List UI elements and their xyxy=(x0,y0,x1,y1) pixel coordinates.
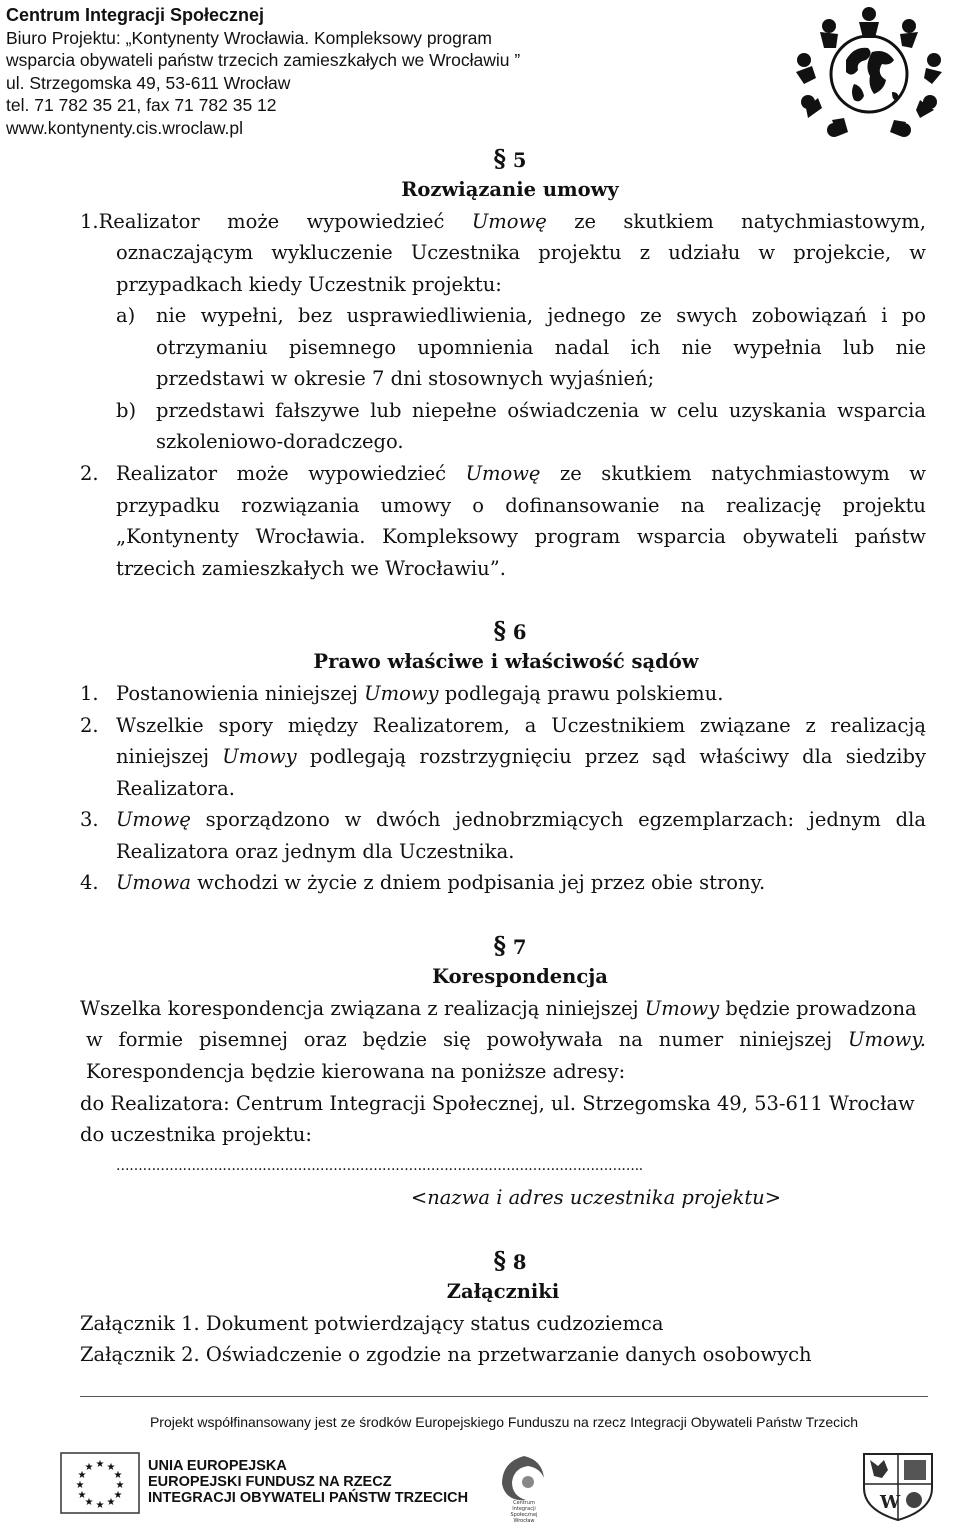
section-6-title: Prawo właściwe i właściwość sądów xyxy=(313,650,699,673)
svg-text:★: ★ xyxy=(84,1497,94,1508)
s5-item-a-line: otrzymaniu pisemnego upomnienia nadal ich nie wypełnia lub nie xyxy=(156,336,926,359)
section-number: 6 xyxy=(512,621,527,644)
svg-text:★: ★ xyxy=(95,1459,105,1470)
s5-item-b-line: przedstawi fałszywe lub niepełne oświadczenia w celu uzyskania wsparcia xyxy=(156,399,926,422)
section-6-heading xyxy=(0,615,960,648)
section-number: 7 xyxy=(512,936,527,959)
eu-fund-label xyxy=(148,1458,488,1506)
letterhead-url: www.kontynenty.cis.wroclaw.pl xyxy=(6,117,243,138)
s6-item-1: Postanowienia niniejszej Umowy podlegają prawu polskiemu. xyxy=(116,682,724,705)
s5-item-a-line: przedstawi w okresie 7 dni stosownych wyjaśnień; xyxy=(156,367,655,390)
section-sign: § xyxy=(493,616,507,645)
list-marker: a) xyxy=(116,304,136,327)
list-marker: 1. xyxy=(80,682,99,705)
letterhead-line: Biuro Projektu: „Kontynenty Wrocławia. Kompleksowy program xyxy=(6,27,492,48)
attachment-2: Załącznik 2. Oświadczenie o zgodzie na przetwarzanie danych osobowych xyxy=(80,1343,812,1366)
list-marker: 3. xyxy=(80,808,99,831)
letterhead-line: ul. Strzegomska 49, 53-611 Wrocław xyxy=(6,72,291,93)
svg-text:★: ★ xyxy=(106,1497,116,1508)
s5-p2-line: Realizator może wypowiedzieć Umowę ze skutkiem natychmiastowym w xyxy=(116,462,926,485)
s5-p2-line: „Kontynenty Wrocławia. Kompleksowy program wsparcia obywateli państw xyxy=(116,525,926,548)
s5-item-b-line: szkoleniowo-doradczego. xyxy=(156,430,404,453)
eu-label-line: INTEGRACJI OBYWATELI PAŃSTW TRZECICH xyxy=(148,1490,469,1506)
svg-text:★: ★ xyxy=(113,1490,123,1501)
s5-p1-line: oznaczającym wykluczenie Uczestnika projektu z udziału w projekcie, w xyxy=(116,241,926,264)
s5-p1-line: przypadkach kiedy Uczestnik projektu: xyxy=(116,273,502,296)
address-placeholder: <nazwa i adres uczestnika projektu> xyxy=(410,1186,782,1209)
letterhead-line: wsparcia obywateli państw trzecich zamieszkałych we Wrocławiu ” xyxy=(6,50,521,70)
s6-item-2-line: Wszelkie spory między Realizatorem, a Uczestnikiem związane z realizacją xyxy=(116,714,926,737)
section-8-title: Załączniki xyxy=(446,1280,560,1303)
svg-text:Wrocław: Wrocław xyxy=(513,1518,535,1522)
s6-item-2-line: niniejszej Umowy podlegają rozstrzygnięciu przez sąd właściwy dla siedziby xyxy=(116,745,926,768)
footer-funding-note: Projekt współfinansowany jest ze środków Europejskiego Funduszu na rzecz Integracji Obywateli Państw Trzecich xyxy=(149,1414,859,1430)
list-marker: b) xyxy=(116,399,137,422)
s7-address-realizator: do Realizatora: Centrum Integracji Społecznej, ul. Strzegomska 49, 53-611 Wrocław xyxy=(80,1092,915,1115)
eu-flag-icon xyxy=(60,1452,140,1514)
letterhead xyxy=(6,4,566,139)
attachment-1: Załącznik 1. Dokument potwierdzający status cudzoziemca xyxy=(80,1312,664,1335)
section-7-title: Korespondencja xyxy=(432,965,608,988)
s6-item-3-line: Realizatora oraz jednym dla Uczestnika. xyxy=(116,840,515,863)
kontynenty-globe-logo xyxy=(784,2,954,142)
letterhead-org: Centrum Integracji Społecznej xyxy=(6,5,265,25)
section-5-title: Rozwiązanie umowy xyxy=(401,178,619,201)
cis-logo xyxy=(494,1452,554,1522)
s7-address-participant-label: do uczestnika projektu: xyxy=(80,1123,312,1146)
svg-text:W: W xyxy=(880,1492,901,1513)
svg-text:★: ★ xyxy=(95,1500,105,1511)
svg-text:★: ★ xyxy=(77,1470,87,1481)
svg-text:Społecznej: Społecznej xyxy=(510,1512,538,1518)
section-7-heading xyxy=(0,930,960,963)
svg-text:★: ★ xyxy=(77,1490,87,1501)
svg-text:Centrum: Centrum xyxy=(513,1500,535,1506)
section-number: 8 xyxy=(512,1251,527,1274)
s5-p2-line: trzecich zamieszkałych we Wrocławiu”. xyxy=(116,557,506,580)
section-sign: § xyxy=(493,1246,507,1275)
list-marker: 2. xyxy=(80,462,99,485)
section-5-heading xyxy=(0,143,960,176)
address-fill-line: ……………………………………………………………………………………………………….. xyxy=(116,1158,643,1174)
footer-divider xyxy=(80,1396,928,1397)
s5-p1-line: 1.Realizator może wypowiedzieć Umowę ze skutkiem natychmiastowym, xyxy=(80,210,926,233)
svg-text:★: ★ xyxy=(106,1462,116,1473)
section-number: 5 xyxy=(512,149,527,172)
eu-label-line: EUROPEJSKI FUNDUSZ NA RZECZ xyxy=(148,1474,392,1490)
s6-item-4: Umowa wchodzi w życie z dniem podpisania jej przez obie strony. xyxy=(116,871,766,894)
s6-item-2-line: Realizatora. xyxy=(116,777,235,800)
section-sign: § xyxy=(493,931,507,960)
s5-p2-line: przypadku rozwiązania umowy o dofinansowanie na realizację projektu xyxy=(116,494,926,517)
svg-text:★: ★ xyxy=(84,1462,94,1473)
svg-text:★: ★ xyxy=(75,1480,85,1491)
letterhead-line: tel. 71 782 35 21, fax 71 782 35 12 xyxy=(6,95,277,115)
eu-label-line: UNIA EUROPEJSKA xyxy=(148,1458,287,1474)
wroclaw-coat-of-arms-icon xyxy=(858,1450,938,1522)
s7-line: Korespondencja będzie kierowana na poniższe adresy: xyxy=(86,1060,626,1083)
svg-text:★: ★ xyxy=(113,1470,123,1481)
list-marker: 4. xyxy=(80,871,99,894)
section-sign: § xyxy=(493,144,507,173)
section-8-heading xyxy=(0,1245,960,1278)
s5-item-a-line: nie wypełni, bez usprawiedliwienia, jednego ze swych zobowiązań i po xyxy=(156,304,926,327)
svg-text:Integracji: Integracji xyxy=(512,1506,536,1512)
svg-text:★: ★ xyxy=(115,1480,125,1491)
s7-line: w formie pisemnej oraz będzie się powoływała na numer niniejszej Umowy. xyxy=(86,1028,926,1051)
s7-line: Wszelka korespondencja związana z realizacją niniejszej Umowy będzie prowadzona xyxy=(80,997,917,1020)
s6-item-3-line: Umowę sporządzono w dwóch jednobrzmiących egzemplarzach: jednym dla xyxy=(116,808,926,831)
list-marker: 2. xyxy=(80,714,99,737)
